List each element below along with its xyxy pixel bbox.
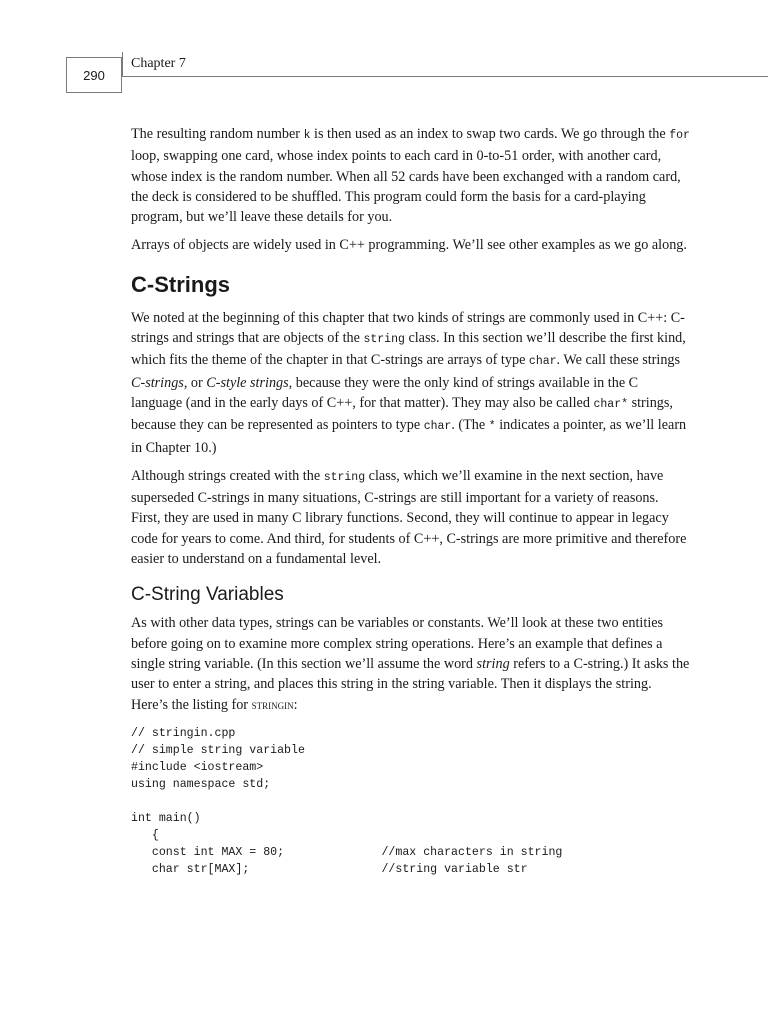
text-run: We noted at the beginning of this chapter that two kinds of strings are commonly used in C++: C-strings and strings that are objects of the (131, 309, 685, 347)
inline-code: string (323, 470, 366, 484)
emphasis: string (476, 655, 510, 672)
paragraph-arrays-of-objects: Arrays of objects are widely used in C++ programming. We’ll see other examples as we go along. (131, 237, 687, 254)
program-name: stringin (251, 697, 294, 712)
text-run: strings, because they can be represented as pointers to type (131, 394, 673, 434)
inline-code: k (303, 129, 311, 142)
inline-code: string (363, 333, 405, 347)
text-run: class, which we’ll examine in the next section, have superseded C-strings in many situations, C-strings are still important for a variety of reasons. First, they are used in many C library functions. Second, they will continue to appear in legacy code for years to come. And third, for students of C++, C-strings are more primitive and therefore easier to understand on a fundamental level. (131, 467, 687, 568)
emphasis: C-strings (131, 374, 184, 391)
page-number: 290 (66, 57, 122, 93)
text-run: is then used as an index to swap two cards. We go through the (310, 126, 670, 142)
text-run: As with other data types, strings can be variables or constants. We’ll look at these two entities before going on to examine more complex string operations. Here’s an example that defines a single string variable. (In this section we’ll assume the word (131, 615, 664, 672)
inline-code: char (528, 355, 557, 369)
inline-code: char* (593, 397, 629, 411)
text-run: : (293, 696, 298, 713)
text-run: . (The (451, 417, 489, 434)
inline-code: * (488, 420, 496, 434)
emphasis: C-style strings (206, 374, 289, 391)
text-run: indicates a pointer, as we’ll learn in Chapter 10.) (131, 417, 687, 456)
text-run: Although strings created with the (131, 467, 324, 484)
running-header-chapter: Chapter 7 (131, 56, 186, 71)
text-run: refers to a C-string.) It asks the user to enter a string, and places this string in the string variable. Then it displays the string. Here’s the listing for (131, 655, 690, 713)
code-listing-stringin: // stringin.cpp // simple string variable #include <iostream> using namespace std; int main() { const int MAX = 80; //max characters in string char str[MAX]; //string variable str (131, 726, 563, 876)
text-run: The resulting random number (131, 126, 304, 142)
paragraph-c-strings-intro (131, 308, 691, 458)
paragraph-c-strings-importance (131, 466, 691, 569)
paragraph-c-string-variables (131, 613, 691, 714)
header-rule (122, 76, 768, 77)
text-run: class. In this section we’ll describe the first kind, which fits the theme of the chapter in that C-strings are arrays of type (131, 330, 686, 369)
text-run: , because they were the only kind of strings available in the C language (and in the early days of C++, for that matter). They may also be called (131, 374, 639, 411)
page-body (131, 124, 691, 878)
inline-code: char (423, 420, 452, 434)
text-run: . We call these strings (556, 352, 681, 369)
inline-code: for (669, 129, 690, 142)
header-divider (122, 52, 123, 77)
heading-c-string-variables: C-String Variables (131, 584, 284, 606)
text-run: loop, swapping one card, whose index points to each card in 0-to-51 order, with another card, whose index is the random number. When all 52 cards have been exchanged with a random card, the deck is considered to be shuffled. This program could form the basis for a card-playing program, but we’ll leave these details for you. (131, 148, 681, 226)
text-run: , or (183, 374, 207, 391)
heading-c-strings: C-Strings (131, 271, 230, 297)
paragraph-shuffle (131, 124, 691, 227)
